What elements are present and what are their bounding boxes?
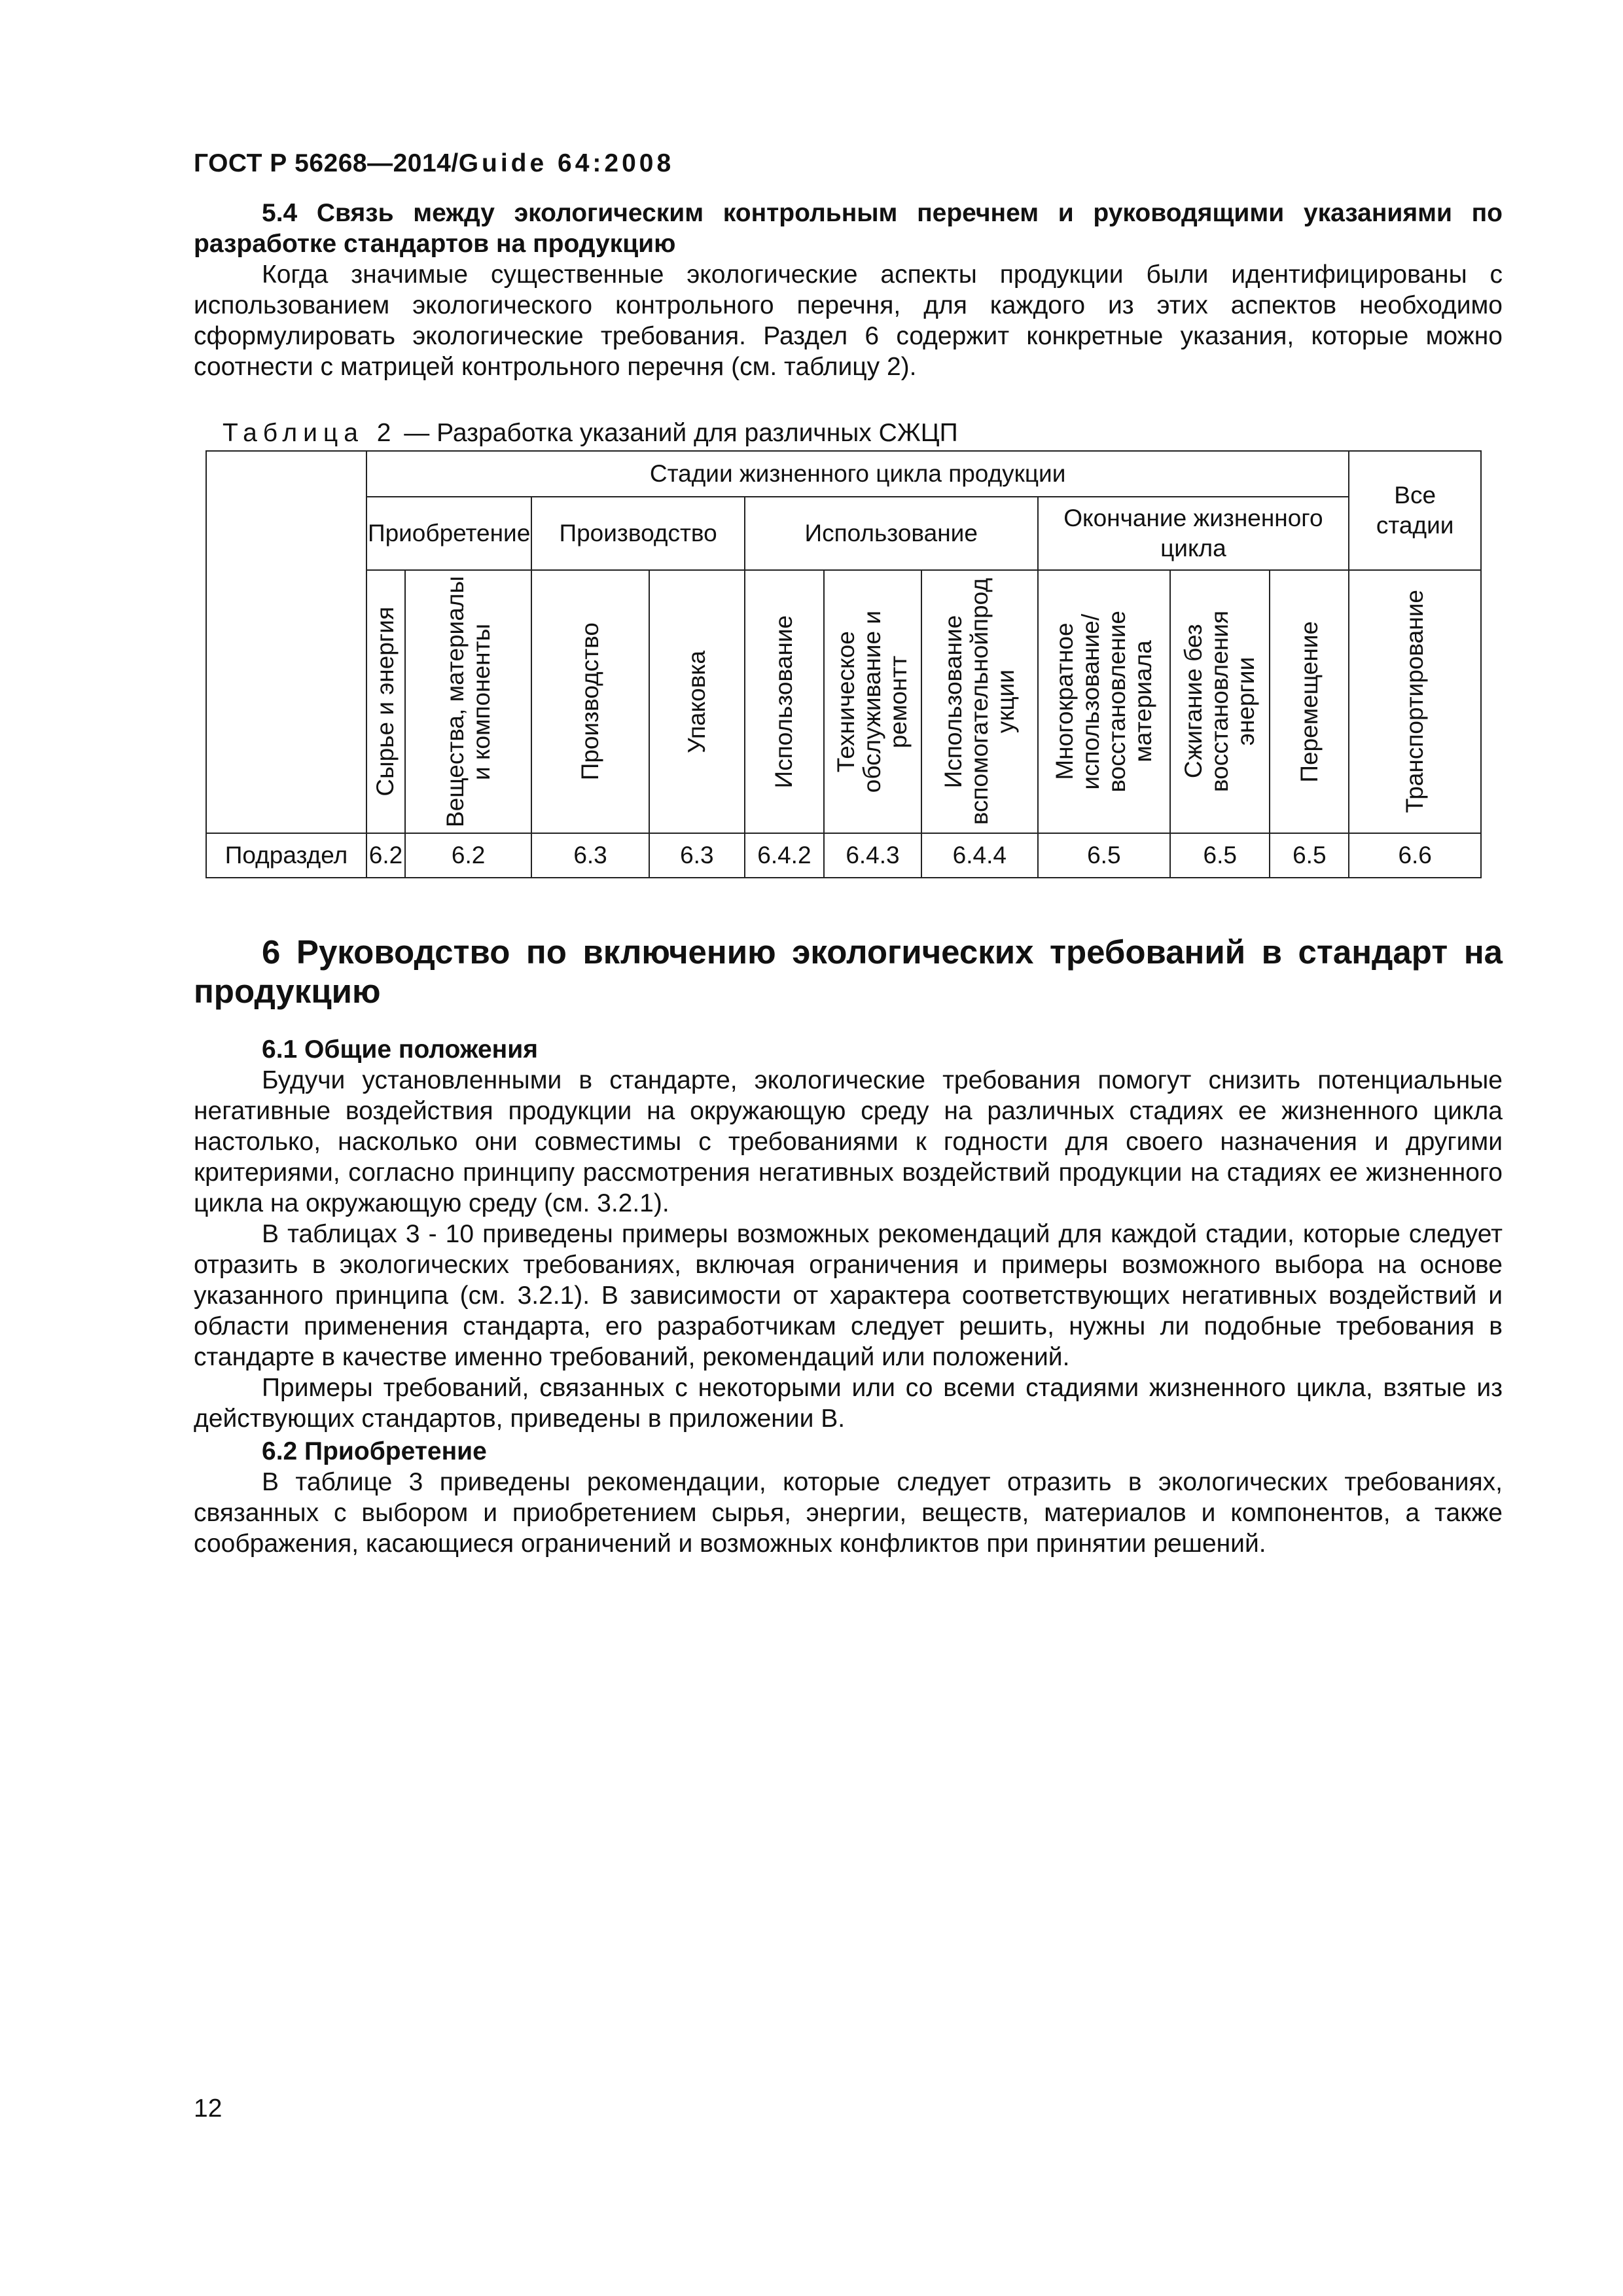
section-6-title: 6 Руководство по включению экологических требований в стандарт на продукцию [194, 933, 1503, 1010]
col-header-3-label: Производство [577, 622, 604, 781]
col-header-1-label: Сырье и энергия [372, 607, 399, 797]
row-label: Подраздел [206, 833, 366, 878]
section-5-4-paragraph: Когда значимые существенные экологические аспекты продукции были идентифицированы с использованием экологического контрольного перечня, для каждого из этих аспектов необходимо сформулировать экологические требования. Раздел 6 содержит конкретные указания, которые можно соотнести с матрицей контрольного перечня (см. таблицу 2). [194, 260, 1503, 381]
section-6-2-title: 6.2 Приобретение [262, 1437, 487, 1465]
section-6 [194, 933, 1503, 1011]
row-value-8: 6.5 [1038, 833, 1171, 878]
row-value-10: 6.5 [1270, 833, 1349, 878]
col-header-10 [1270, 570, 1349, 833]
table-2-label: Таблица 2 [223, 419, 397, 447]
table-header-row-3 [206, 570, 1481, 833]
group-use-label: Использование [804, 520, 978, 547]
group-acquisition-label: Приобретение [367, 520, 531, 547]
table-header-row-1 [206, 451, 1481, 497]
col-header-11 [1349, 570, 1481, 833]
group-end-of-life [1038, 497, 1349, 570]
section-6-1-paragraph-3: Примеры требований, связанных с некоторыми или со всеми стадиями жизненного цикла, взятые из действующих стандартов, приведены в приложении В. [194, 1374, 1503, 1433]
document-header [194, 149, 674, 178]
col-header-8 [1038, 570, 1171, 833]
col-header-3 [531, 570, 649, 833]
row-value-4: 6.3 [649, 833, 745, 878]
col-header-5 [745, 570, 824, 833]
row-value-3: 6.3 [531, 833, 649, 878]
col-header-5-label: Использование [770, 615, 798, 789]
col-header-8-label: Многократное использование/ восстановление материала [1050, 611, 1156, 793]
col-header-9-label: Сжигание без восстановления энергии [1180, 611, 1260, 793]
col-header-7-label: Использование вспомогательнойпрод укции [939, 578, 1019, 825]
table-header-row-2 [206, 497, 1481, 570]
col-header-2 [405, 570, 531, 833]
table-2-title: — Разработка указаний для различных СЖЦП [397, 419, 958, 447]
row-value-11: 6.6 [1349, 833, 1481, 878]
col-header-6 [824, 570, 921, 833]
row-value-2: 6.2 [405, 833, 531, 878]
section-6-1-title: 6.1 Общие положения [262, 1035, 538, 1064]
col-header-6-label: Техническое обслуживание и ремонтт [832, 610, 912, 793]
col-header-11-label: Транспортирование [1401, 590, 1429, 814]
table-row-subsection [206, 833, 1481, 878]
group-acquisition [366, 497, 531, 570]
col-header-1 [366, 570, 405, 833]
group-production-label: Производство [559, 520, 717, 547]
header-all-stages-cell [1349, 451, 1481, 570]
table-corner-cell [206, 451, 366, 833]
group-use [745, 497, 1038, 570]
guide-id: Guide 64:2008 [458, 149, 675, 177]
col-header-4 [649, 570, 745, 833]
group-production [531, 497, 745, 570]
col-header-7 [921, 570, 1037, 833]
section-6-body [194, 1034, 1503, 1559]
row-value-5: 6.4.2 [745, 833, 824, 878]
row-value-1: 6.2 [366, 833, 405, 878]
table-2-caption [223, 419, 958, 448]
section-5-4 [194, 198, 1503, 382]
col-header-2-label: Вещества, материалы и компоненты [441, 575, 495, 827]
col-header-10-label: Перемещение [1295, 620, 1323, 783]
row-value-7: 6.4.4 [921, 833, 1037, 878]
section-6-2-paragraph-1: В таблице 3 приведены рекомендации, которые следует отразить в экологических требованиях, связанных с выбором и приобретением сырья, энергии, веществ, материалов и компонентов, а также соображения, касающиеся ограничений и возможных конфликтов при принятии решений. [194, 1468, 1503, 1558]
section-6-1-paragraph-1: Будучи установленными в стандарте, экологические требования помогут снизить потенциальные негативные воздействия продукции на окружающую среду на различных стадиях ее жизненного цикла настолько, насколько они совместимы с требованиями к годности для своего назначения и другими критериями, согласно принципу рассмотрения негативных воздействий продукции на стадиях ее жизненного цикла на окружающую среду (см. 3.2.1). [194, 1066, 1503, 1217]
row-value-9: 6.5 [1170, 833, 1270, 878]
table-2 [205, 450, 1482, 878]
page-number: 12 [194, 2094, 223, 2123]
group-end-of-life-label: Окончание жизненного цикла [1063, 505, 1323, 562]
col-header-4-label: Упаковка [683, 650, 710, 753]
header-stages-cell: Стадии жизненного цикла продукции [366, 451, 1349, 497]
header-all-stages: Все стадии [1376, 482, 1454, 539]
doc-id: ГОСТ Р 56268—2014/ [194, 149, 459, 177]
col-header-9 [1170, 570, 1270, 833]
row-value-6: 6.4.3 [824, 833, 921, 878]
section-6-1-paragraph-2: В таблицах 3 - 10 приведены примеры возможных рекомендаций для каждой стадии, которые следует отразить в экологических требованиях, включая ограничения и примеры возможного выбора на основе указанного принципа (см. 3.2.1). В зависимости от характера соответствующих негативных воздействий и области применения стандарта, его разработчикам следует решить, нужны ли подобные требования в стандарте в качестве именно требований, рекомендаций или положений. [194, 1220, 1503, 1371]
section-5-4-title: 5.4 Связь между экологическим контрольным перечнем и руководящими указаниями по разработке стандартов на продукцию [194, 199, 1503, 258]
